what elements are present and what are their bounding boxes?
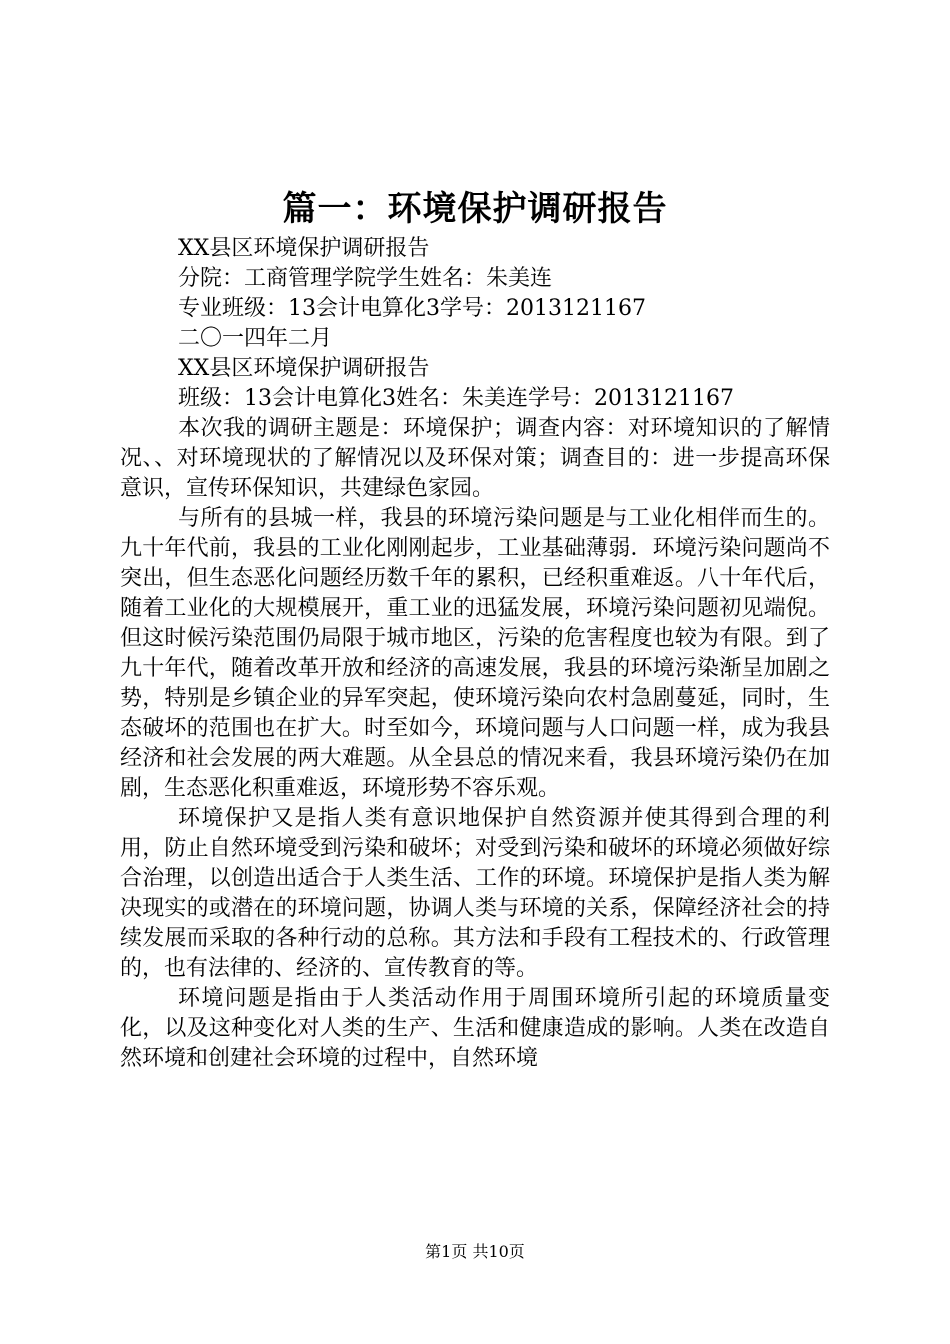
meta-line-class-name-id: 班级：13会计电算化3姓名：朱美连学号：2013121167 — [178, 386, 734, 411]
meta-line-major-id: 专业班级：13会计电算化3学号：2013121167 — [178, 296, 646, 321]
meta-line-report-title-repeat: XX县区环境保护调研报告 — [178, 356, 430, 381]
document-body — [120, 234, 830, 1074]
meta-line-date: 二〇一四年二月 — [178, 326, 333, 351]
meta-line-report-title: XX县区环境保护调研报告 — [178, 236, 430, 261]
meta-line-college-student: 分院：工商管理学院学生姓名：朱美连 — [178, 266, 553, 291]
page-footer: 第1页 共10页 — [425, 1242, 525, 1261]
paragraph-protection-definition: 环境保护又是指人类有意识地保护自然资源并使其得到合理的利用，防止自然环境受到污染和破坏；对受到污染和破坏的环境必须做好综合治理，以创造出适合于人类生活、工作的环境。环境保护是指人类为解决现实的或潜在的环境问题，协调人类与环境的关系，保障经济社会的持续发展而采取的各种行动的总称。其方法和手段有工程技术的、行政管理的，也有法律的、经济的、宣传教育的等。 — [120, 806, 830, 981]
paragraph-environment-issues: 环境问题是指由于人类活动作用于周围环境所引起的环境质量变化，以及这种变化对人类的生产、生活和健康造成的影响。人类在改造自然环境和创建社会环境的过程中，自然环境 — [120, 986, 830, 1071]
paragraph-research-topic: 本次我的调研主题是：环境保护；调查内容：对环境知识的了解情况、、对环境现状的了解情况以及环保对策；调查目的：进一步提高环保意识，宣传环保知识，共建绿色家园。 — [120, 416, 830, 501]
document-title: 篇一：环境保护调研报告 — [282, 189, 668, 229]
paragraph-pollution-history: 与所有的县城一样，我县的环境污染问题是与工业化相伴而生的。九十年代前，我县的工业化刚刚起步，工业基础薄弱．环境污染问题尚不突出，但生态恶化问题经历数千年的累积，已经积重难返。八十年代后，随着工业化的大规模展开，重工业的迅猛发展，环境污染问题初见端倪。但这时候污染范围仍局限于城市地区，污染的危害程度也较为有限。到了九十年代，随着改革开放和经济的高速发展，我县的环境污染渐呈加剧之势，特别是乡镇企业的异军突起，使环境污染向农村急剧蔓延，同时，生态破坏的范围也在扩大。时至如今，环境问题与人口问题一样，成为我县经济和社会发展的两大难题。从全县总的情况来看，我县环境污染仍在加剧，生态恶化积重难返，环境形势不容乐观。 — [120, 506, 830, 801]
